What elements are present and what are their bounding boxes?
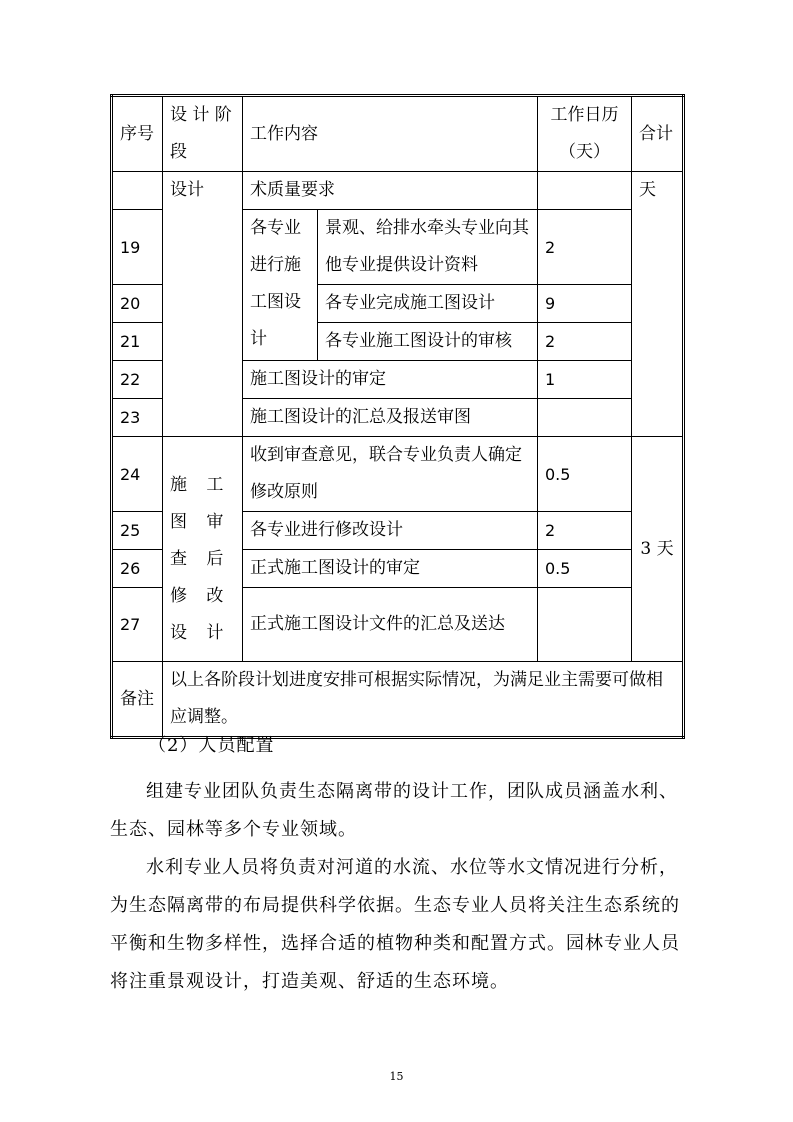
remarks-label: 备注 — [112, 662, 163, 738]
days-cell: 2 — [538, 512, 632, 550]
phase2-total-cell: 3 天 — [632, 437, 684, 662]
header-content: 工作内容 — [243, 96, 538, 172]
days-cell: 0.5 — [538, 437, 632, 512]
seq-cell: 25 — [112, 512, 163, 550]
phase2-cell: 施 工 图 审 查 后 修 改 设 计 — [163, 437, 243, 662]
table-cell — [112, 172, 163, 210]
continued-total-cell: 天 — [632, 172, 684, 437]
sub-phase-cell: 各专业进行施工图设计 — [243, 210, 318, 361]
content-cell: 各专业进行修改设计 — [243, 512, 538, 550]
days-cell: 0.5 — [538, 550, 632, 588]
seq-cell: 22 — [112, 361, 163, 399]
seq-cell: 23 — [112, 399, 163, 437]
header-row — [112, 96, 684, 172]
continuation-row — [112, 172, 684, 210]
table-row — [112, 437, 684, 512]
content-cell: 各专业完成施工图设计 — [318, 285, 538, 323]
content-cell: 正式施工图设计文件的汇总及送达 — [243, 588, 538, 662]
content-cell: 各专业施工图设计的审核 — [318, 323, 538, 361]
remarks-row — [112, 662, 684, 738]
days-cell: 1 — [538, 361, 632, 399]
days-cell: 2 — [538, 323, 632, 361]
seq-cell: 27 — [112, 588, 163, 662]
days-cell — [538, 399, 632, 437]
continued-phase-cell: 设计 — [163, 172, 243, 437]
header-phase: 设 计 阶 段 — [163, 96, 243, 172]
remarks-text: 以上各阶段计划进度安排可根据实际情况，为满足业主需要可做相应调整。 — [163, 662, 684, 738]
page-number: 15 — [389, 1070, 404, 1083]
content-cell: 景观、给排水牵头专业向其他专业提供设计资料 — [318, 210, 538, 285]
paragraph-roles: 水利专业人员将负责对河道的水流、水位等水文情况进行分析，为生态隔离带的布局提供科学依据。生态专业人员将关注生态系统的平衡和生物多样性，选择合适的植物种类和配置方式。园林专业人员将注重景观设计，打造美观、舒适的生态环境。 — [110, 857, 680, 992]
header-seq: 序号 — [112, 96, 163, 172]
header-total: 合计 — [632, 96, 684, 172]
paragraph-team: 组建专业团队负责生态隔离带的设计工作，团队成员涵盖水利、生态、园林等多个专业领域。 — [110, 781, 678, 840]
header-days: 工作日历（天） — [538, 96, 632, 172]
seq-cell: 19 — [112, 210, 163, 285]
schedule-table — [110, 94, 685, 739]
table-cell — [538, 172, 632, 210]
days-cell — [538, 588, 632, 662]
days-cell: 2 — [538, 210, 632, 285]
days-cell: 9 — [538, 285, 632, 323]
continued-content-cell: 术质量要求 — [243, 172, 538, 210]
section-heading: （2）人员配置 — [148, 735, 275, 756]
seq-cell: 24 — [112, 437, 163, 512]
content-cell: 施工图设计的汇总及报送审图 — [243, 399, 538, 437]
seq-cell: 26 — [112, 550, 163, 588]
seq-cell: 20 — [112, 285, 163, 323]
content-cell: 收到审查意见，联合专业负责人确定修改原则 — [243, 437, 538, 512]
content-cell: 施工图设计的审定 — [243, 361, 538, 399]
seq-cell: 21 — [112, 323, 163, 361]
content-cell: 正式施工图设计的审定 — [243, 550, 538, 588]
